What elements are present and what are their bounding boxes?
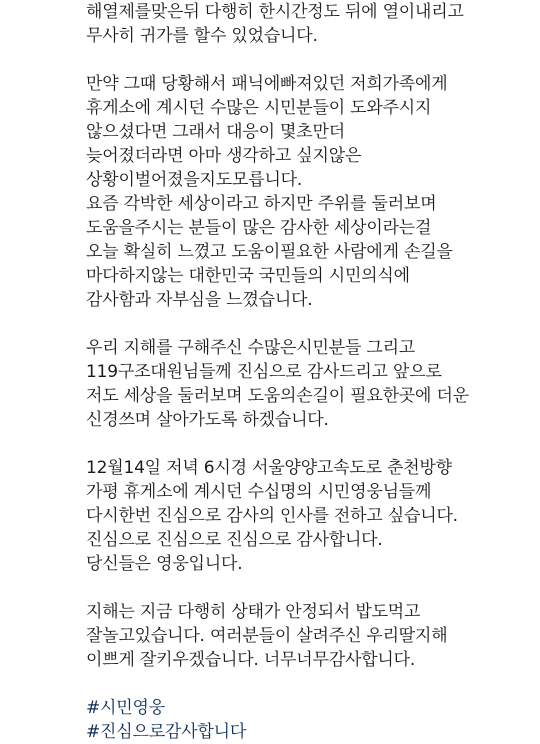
paragraph-spacer (86, 48, 526, 72)
paragraph (86, 72, 526, 312)
paragraph-line: 우리 지해를 구해주신 수많은시민분들 그리고 (86, 338, 416, 358)
paragraph-line: 해열제를맞은뒤 다행히 한시간정도 뒤에 열이내리고 (86, 2, 464, 22)
paragraph-spacer (86, 432, 526, 456)
paragraph (86, 456, 526, 576)
paragraph-line: 마다하지않는 대한민국 국민들의 시민의식에 (86, 266, 410, 286)
paragraph-line: 가평 휴게소에 계시던 수십명의 시민영웅님들께 (86, 482, 432, 502)
paragraph-line: 지해는 지금 다행히 상태가 안정되서 밥도먹고 (86, 602, 421, 622)
paragraph-line: 상황이벌어졌을지도모릅니다. (86, 170, 303, 190)
paragraph-spacer (86, 312, 526, 336)
paragraph-line: 당신들은 영웅입니다. (86, 554, 243, 574)
paragraph-line: 이쁘게 잘키우겠습니다. 너무너무감사합니다. (86, 650, 416, 670)
paragraph-line: 휴게소에 계시던 수많은 시민분들이 도와주시지 (86, 98, 432, 118)
hashtag-link[interactable]: #시민영웅 (86, 698, 165, 718)
paragraph-line: 감사함과 자부심을 느꼈습니다. (86, 290, 313, 310)
paragraph-line: 진심으로 진심으로 진심으로 감사합니다. (86, 530, 383, 550)
paragraph-line: 119구조대원님들께 진심으로 감사드리고 앞으로 (86, 362, 442, 382)
paragraph (86, 0, 526, 48)
paragraph-line: 요즘 각박한 세상이라고 하지만 주위를 둘러보며 (86, 194, 437, 214)
paragraph (86, 336, 526, 432)
paragraph-line: 오늘 확실히 느꼈고 도움이필요한 사람에게 손길을 (86, 242, 453, 262)
paragraph-line: 만약 그때 당황해서 패닉에빠져있던 저희가족에게 (86, 74, 448, 94)
paragraph-line: 않으셨다면 그래서 대응이 몇초만더 (86, 122, 345, 142)
hashtag-list (86, 696, 526, 744)
paragraph-line: 무사히 귀가를 할수 있었습니다. (86, 26, 318, 46)
post-body (86, 0, 526, 744)
paragraph-line: 늦어졌더라면 아마 생각하고 싶지않은 (86, 146, 362, 166)
paragraph-line: 저도 세상을 둘러보며 도움의손길이 필요한곳에 더운 (86, 386, 469, 406)
paragraph-line: 다시한번 진심으로 감사의 인사를 전하고 싶습니다. (86, 506, 458, 526)
paragraph-line: 도움을주시는 분들이 많은 감사한 세상이라는걸 (86, 218, 432, 238)
paragraph-line: 잘놀고있습니다. 여러분들이 살려주신 우리딸지해 (86, 626, 448, 646)
paragraph-line: 신경쓰며 살아가도록 하겠습니다. (86, 410, 329, 430)
paragraph-spacer (86, 672, 526, 696)
paragraph-spacer (86, 576, 526, 600)
paragraph-line: 12월14일 저녁 6시경 서울양양고속도로 춘천방향 (86, 458, 452, 478)
hashtag-link[interactable]: #진심으로감사합니다 (86, 722, 247, 742)
paragraph (86, 600, 526, 672)
